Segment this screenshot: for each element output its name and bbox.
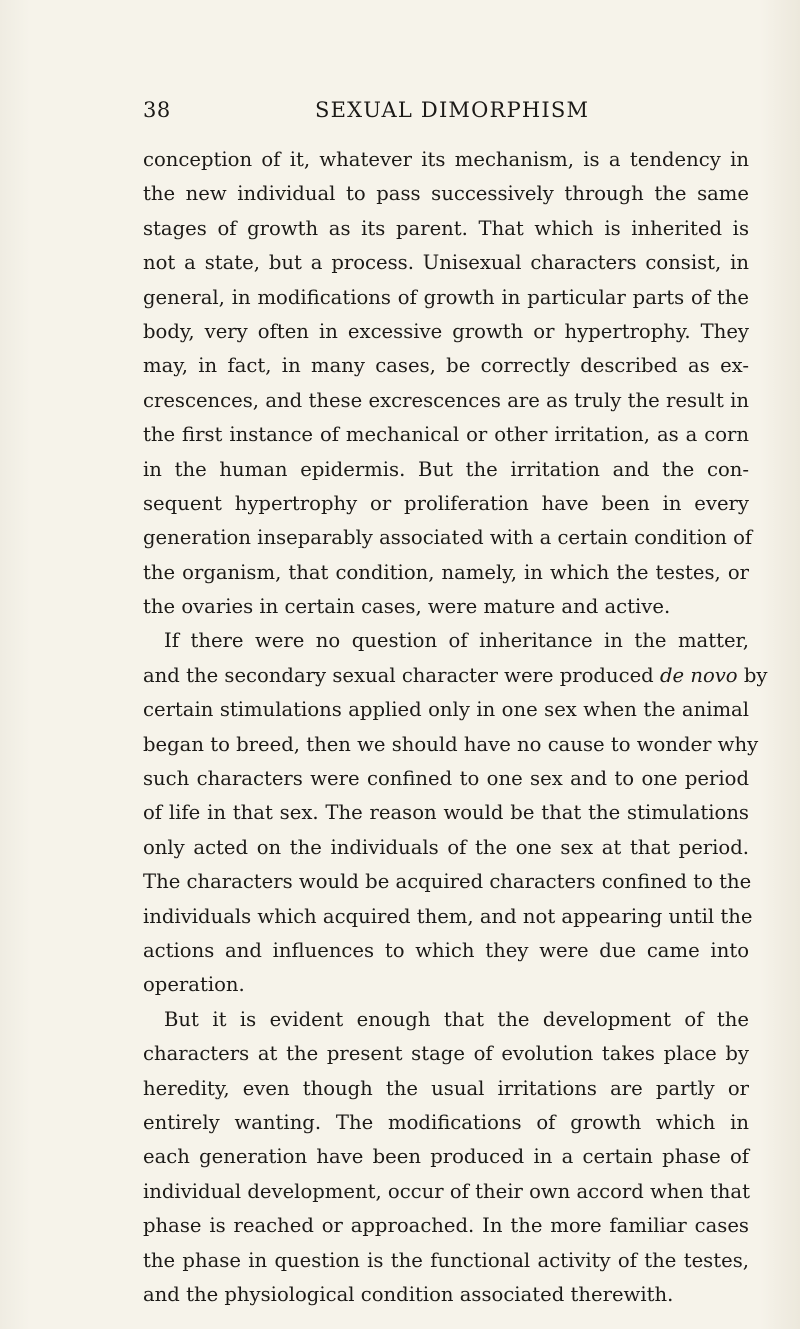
text-line: If there were no question of inheritance in the matter, (164, 629, 749, 653)
page-header (143, 98, 743, 128)
italic-phrase: de novo (659, 663, 738, 687)
text-line: stages of growth as its parent. That which is inherited is (143, 216, 749, 240)
text-line: in the human epidermis. But the irritation and the con- (143, 457, 749, 481)
text-line: such characters were confined to one sex and to one period (143, 767, 749, 791)
text-line: individuals which acquired them, and not appearing until the (143, 904, 753, 928)
page-number: 38 (143, 98, 171, 122)
text-line: only acted on the individuals of the one sex at that period. (143, 835, 749, 859)
text-line: The characters would be acquired characters confined to the (143, 870, 752, 894)
text-line: But it is evident enough that the development of the (164, 1007, 749, 1031)
text-line: conception of it, whatever its mechanism, is a tendency in (143, 148, 749, 171)
text-line: the first instance of mechanical or other irritation, as a corn (143, 423, 749, 447)
text-line: the new individual to pass successively through the same (143, 182, 749, 206)
running-head: SEXUAL DIMORPHISM (315, 98, 590, 122)
text-line: actions and influences to which they were due came into (143, 938, 749, 962)
text-line: characters at the present stage of evolution takes place by (143, 1042, 749, 1066)
text-segment: by (737, 663, 768, 687)
text-line: not a state, but a process. Unisexual characters consist, in (143, 251, 749, 275)
text-line: heredity, even though the usual irritations are partly or (143, 1076, 749, 1100)
body-text (143, 143, 768, 1312)
text-line: each generation have been produced in a certain phase of (143, 1145, 749, 1169)
text-line: began to breed, then we should have no cause to wonder why (143, 732, 759, 756)
text-line: certain stimulations applied only in one sex when the animal (143, 698, 749, 722)
text-line: general, in modifications of growth in particular parts of the (143, 285, 749, 309)
text-line: the ovaries in certain cases, were mature and active. (143, 595, 671, 619)
text-line: of life in that sex. The reason would be that the stimulations (143, 801, 749, 825)
text-line: may, in fact, in many cases, be correctly described as ex- (143, 354, 749, 378)
text-line: the phase in question is the functional activity of the testes, (143, 1248, 749, 1272)
text-line: phase is reached or approached. In the more familiar cases (143, 1214, 749, 1238)
text-line: body, very often in excessive growth or hypertrophy. They (143, 319, 749, 343)
text-line: sequent hypertrophy or proliferation have been in every (143, 491, 749, 515)
text-line: and the physiological condition associated therewith. (143, 1282, 674, 1306)
text-line (143, 659, 768, 693)
text-line: individual development, occur of their own accord when that (143, 1179, 750, 1203)
text-segment: and the secondary sexual character were produced (143, 663, 660, 687)
text-line: operation. (143, 973, 245, 997)
text-line: crescences, and these excrescences are as truly the result in (143, 388, 749, 412)
text-line: entirely wanting. The modifications of growth which in (143, 1110, 749, 1134)
text-line: the organism, that condition, namely, in which the testes, or (143, 560, 749, 584)
text-line: generation inseparably associated with a certain condition of (143, 526, 753, 550)
